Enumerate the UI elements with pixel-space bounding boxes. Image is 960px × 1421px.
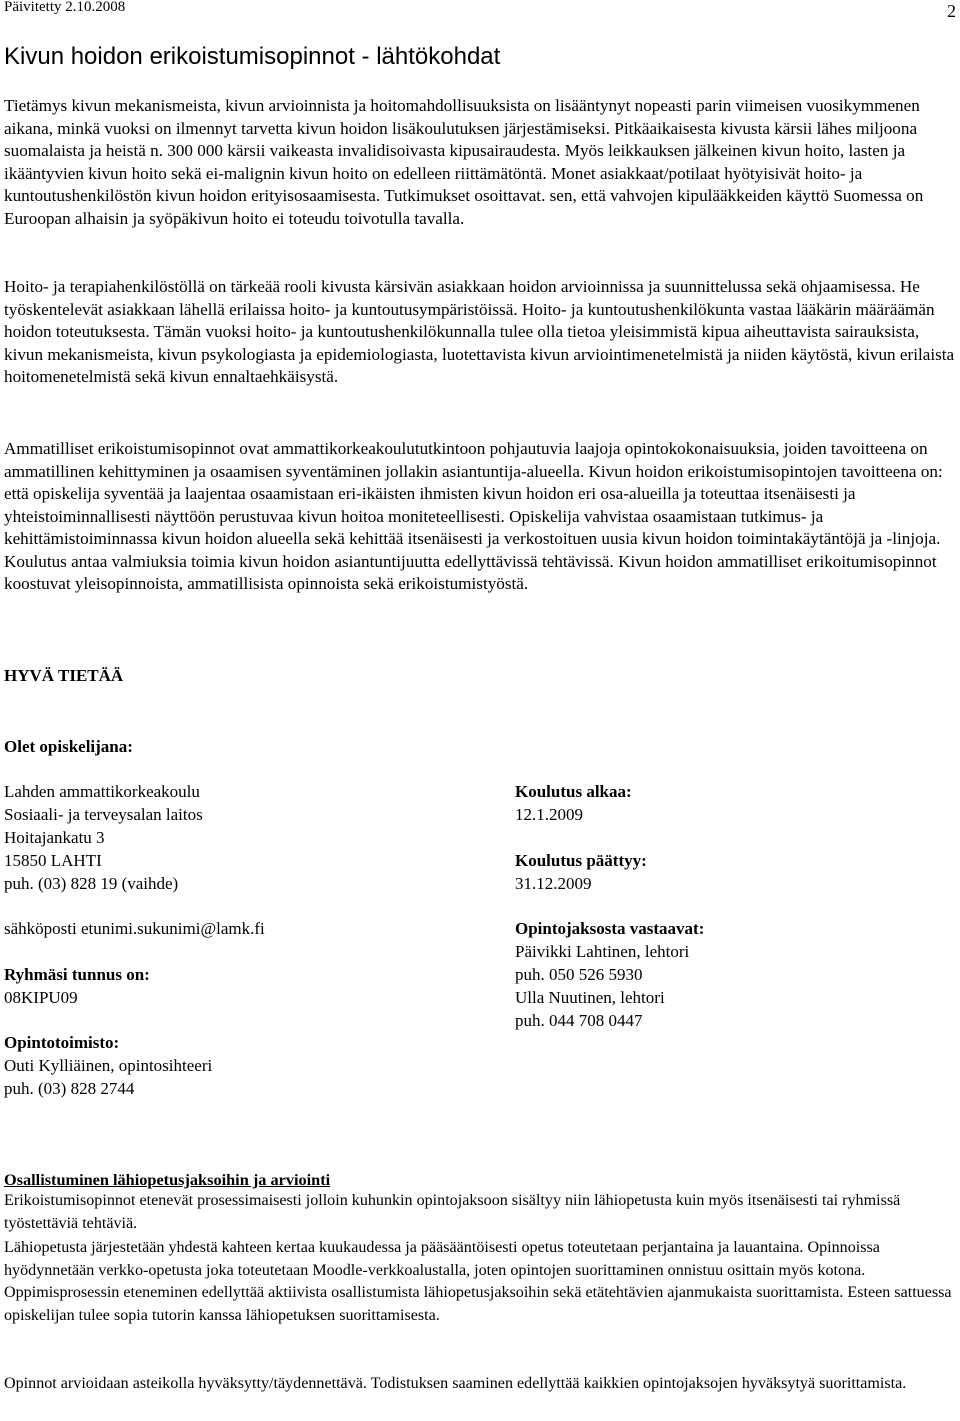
good-to-know-heading: HYVÄ TIETÄÄ: [4, 666, 124, 685]
responsible-name-2: Ulla Nuutinen, lehtori: [515, 988, 665, 1007]
course-start-heading: Koulutus alkaa:: [515, 782, 632, 801]
school-department: Sosiaali- ja terveysalan laitos: [4, 805, 203, 824]
participation-paragraph-3: Opinnot arvioidaan asteikolla hyväksytty/täydennettävä. Todistuksen saaminen edellyttää kaikkien opintojaksojen hyväksytyä suorittamista.: [4, 1375, 907, 1392]
course-start-date: 12.1.2009: [515, 805, 583, 824]
course-end-date: 31.12.2009: [515, 874, 592, 893]
participation-paragraph-2: Lähiopetusta järjestetään yhdestä kahteen kertaa kuukaudessa ja pääsääntöisesti opetus toteutetaan perjantaina ja lauantaina. Opinnoissa hyödynnetään verkko-opetusta joka toteutetaan Moodle-verkkoalustalla, joten opintojen suorittaminen onnistuu osittain myös kotona. Oppimisprosessin eteneminen edellyttää aktiivista osallistumista lähiopetusjaksoihin sekä etätehtävien ajanmukaista suorittamista. Esteen sattuessa opiskelijan tulee sopia tutorin kanssa lähiopetuksen suorittamisesta.: [4, 1239, 952, 1324]
page-number: 2: [947, 1, 956, 21]
intro-paragraph-2: Hoito- ja terapiahenkilöstöllä on tärkeää rooli kivusta kärsivän asiakkaan hoidon arvioinnissa ja suunnittelussa sekä ohjaamisessa. He työskentelevät asiakkaan lähellä erilaissa hoito- ja kuntoutusympäristöissä. Hoito- ja kuntoutushenkilökunta vastaa lääkärin määräämän hoidon toteutuksesta. Tämän vuoksi hoito- ja kuntoutushenkilökunnalla tulee olla tietoa yleisimmistä kipua aiheuttavista sairauksista, kivun mekanismeista, kivun psykologiasta ja epidemiologiasta, luotettavista kivun arviointimenetelmistä ja niiden käytöstä, kivun erilaista hoitomenetelmistä sekä kivun ennaltaehkäisystä.: [4, 277, 955, 386]
page-title: Kivun hoidon erikoistumisopinnot - lähtökohdat: [4, 43, 501, 70]
study-office-phone: puh. (03) 828 2744: [4, 1079, 135, 1098]
school-postcode: 15850 LAHTI: [4, 851, 102, 870]
school-name: Lahden ammattikorkeakoulu: [4, 782, 200, 801]
course-end-heading: Koulutus päättyy:: [515, 851, 647, 870]
participation-paragraph-1: Erikoistumisopinnot etenevät prosessimaisesti jolloin kuhunkin opintojaksoon sisältyy niin lähiopetusta kuin myös itsenäisesti tai ryhmissä työstettäviä tehtäviä.: [4, 1192, 901, 1232]
responsible-heading: Opintojaksosta vastaavat:: [515, 919, 705, 938]
participation-heading: Osallistuminen lähiopetusjaksoihin ja arviointi: [4, 1170, 331, 1189]
intro-paragraph-3: Ammatilliset erikoistumisopinnot ovat ammattikorkeakoulututkintoon pohjautuvia laajoja opintokokonaisuuksia, joiden tavoitteena on ammatillinen kehittyminen ja osaamisen syventäminen jollakin asiantuntija-alueella. Kivun hoidon erikoistumisopintojen tavoitteena on: että opiskelija syventää ja laajentaa osaamistaan eri-ikäisten ihmisten kivun hoidon eri osa-alueilla ja toteuttaa itsenäisesti ja yhteistoiminnallisesti näyttöön perustuvaa kivun hoitoa moniteteellisesti. Opiskelija vahvistaa osaamistaan tutkimus- ja kehittämistoiminnassa kivun hoidon alueella sekä kehittää itsenäisesti ja verkostoituen uusia kivun hoidon toimintakäytäntöjä ja -linjoja. Koulutus antaa valmiuksia toimia kivun hoidon asiantuntijuutta edellyttävissä tehtävissä. Kivun hoidon ammatilliset erikoitumisopinnot koostuvat yleisopinnoista, ammatillisista opinnoista sekä erikoistumistyöstä.: [4, 439, 943, 593]
updated-date: Päivitetty 2.10.2008: [4, 0, 126, 15]
email-address: sähköposti etunimi.sukunimi@lamk.fi: [4, 919, 265, 938]
group-code: 08KIPU09: [4, 988, 78, 1007]
school-address: [4, 780, 203, 895]
responsible-phone-1: puh. 050 526 5930: [515, 965, 643, 984]
school-street: Hoitajankatu 3: [4, 828, 105, 847]
group-code-heading: Ryhmäsi tunnus on:: [4, 965, 150, 984]
school-phone: puh. (03) 828 19 (vaihde): [4, 874, 179, 893]
study-office-heading: Opintotoimisto:: [4, 1033, 120, 1052]
study-office-name: Outi Kylliäinen, opintosihteeri: [4, 1056, 213, 1075]
responsible-teachers: [515, 917, 704, 1032]
course-schedule: [515, 780, 647, 895]
intro-paragraph-1: Tietämys kivun mekanismeista, kivun arvioinnista ja hoitomahdollisuuksista on lisääntynyt nopeasti parin viimeisen vuosikymmenen aikana, minkä vuoksi on ilmennyt tarvetta kivun hoidon lisäkoulutuksen järjestämiseksi. Pitkäaikaisesta kivusta kärsii lähes miljoona suomalaista ja heistä n. 300 000 kärsii vaikeasta invalidisoivasta kipusairaudesta. Myös leikkauksen jälkeinen kivun hoito, lasten ja ikääntyvien kivun hoito sekä ei-malignin kivun hoito on edelleen riittämätöntä. Monet asiakkaat/potilaat hyötyisivät hoito- ja kuntoutushenkilöstön kivun hoidon erityisosaamisesta. Tutkimukset osoittavat. sen, että vahvojen kipulääkkeiden käyttö Suomessa on Euroopan alhaisin ja syöpäkivun hoito ei toteudu toivotulla tavalla.: [4, 96, 924, 228]
student-of-heading: Olet opiskelijana:: [4, 737, 133, 756]
responsible-phone-2: puh. 044 708 0447: [515, 1011, 643, 1030]
responsible-name-1: Päivikki Lahtinen, lehtori: [515, 942, 690, 961]
